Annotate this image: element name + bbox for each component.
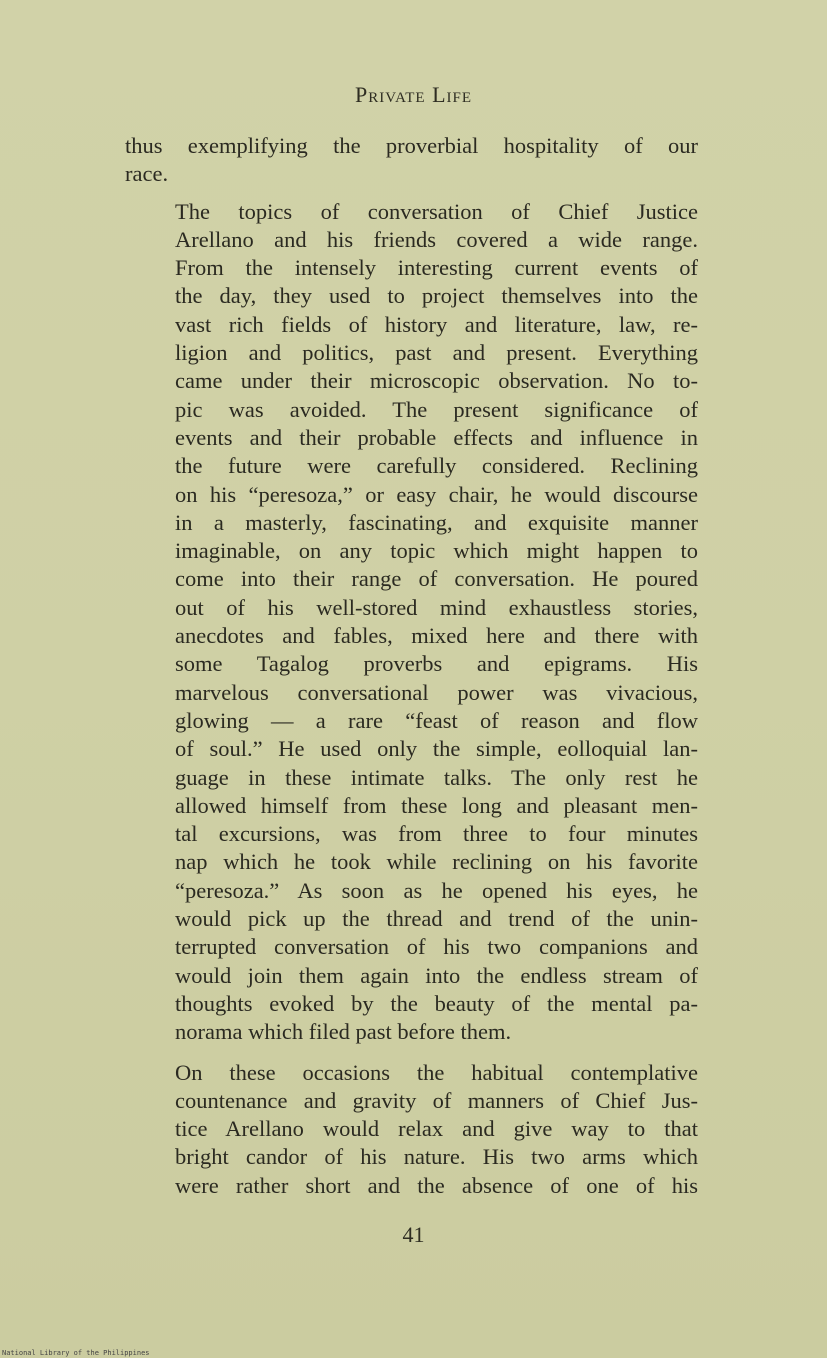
text-line: out of his well-stored mind exhaustless stories, [175, 594, 698, 620]
text-line: thus exemplifying the proverbial hospitality of our [125, 133, 698, 158]
text-line: nap which he took while reclining on his favorite [175, 849, 698, 875]
text-line: come into their range of conversation. He poured [175, 566, 698, 592]
text-line: terrupted conversation of his two companions and [175, 934, 698, 960]
text-line: some Tagalog proverbs and epigrams. His [175, 651, 698, 677]
paragraph-1 [125, 132, 698, 189]
text-line: in a masterly, fascinating, and exquisite manner [175, 509, 698, 535]
text-line: events and their probable effects and influence in [175, 424, 698, 450]
text-line: Arellano and his friends covered a wide range. [175, 226, 698, 252]
text-line: thoughts evoked by the beauty of the mental pa- [175, 990, 698, 1016]
text-line: anecdotes and fables, mixed here and there with [175, 623, 698, 649]
text-line: countenance and gravity of manners of Chief Jus- [175, 1087, 698, 1113]
paragraph-3 [125, 1059, 698, 1200]
text-line: vast rich fields of history and literature, law, re- [175, 311, 698, 337]
text-line: On these occasions the habitual contemplative [175, 1059, 698, 1085]
text-line: marvelous conversational power was vivacious, [175, 679, 698, 705]
text-line: pic was avoided. The present significance of [175, 396, 698, 422]
paragraph-2 [125, 198, 698, 1047]
running-head: Private Life [354, 82, 473, 107]
text-line: came under their microscopic observation. No to- [175, 368, 698, 394]
text-line: allowed himself from these long and pleasant men- [175, 792, 698, 818]
text-line: tice Arellano would relax and give way to that [175, 1116, 698, 1142]
text-line: “peresoza.” As soon as he opened his eyes, he [175, 877, 698, 903]
text-line: bright candor of his nature. His two arms which [175, 1144, 698, 1170]
text-line: The topics of conversation of Chief Justice [175, 198, 698, 224]
text-line: tal excursions, was from three to four minutes [175, 821, 698, 847]
text-line: ligion and politics, past and present. Everything [175, 340, 698, 366]
text-line: would join them again into the endless stream of [175, 962, 698, 988]
text-line: of soul.” He used only the simple, eolloquial lan- [175, 736, 698, 762]
text-line: From the intensely interesting current events of [175, 255, 698, 281]
text-line: race. [125, 161, 169, 187]
body-text [125, 132, 698, 1200]
text-line: would pick up the thread and trend of the unin- [175, 906, 698, 932]
text-line: the day, they used to project themselves into the [175, 283, 698, 309]
page-number: 41 [402, 1222, 425, 1247]
library-stamp: National Library of the Philippines [2, 1349, 150, 1357]
text-line: were rather short and the absence of one of his [175, 1172, 698, 1198]
text-line: on his “peresoza,” or easy chair, he would discourse [175, 481, 698, 507]
text-line: guage in these intimate talks. The only rest he [175, 764, 698, 790]
text-line: the future were carefully considered. Reclining [175, 453, 698, 479]
text-line: glowing — a rare “feast of reason and flow [175, 707, 698, 733]
text-line: norama which filed past before them. [175, 1019, 512, 1045]
text-line: imaginable, on any topic which might happen to [175, 538, 698, 564]
